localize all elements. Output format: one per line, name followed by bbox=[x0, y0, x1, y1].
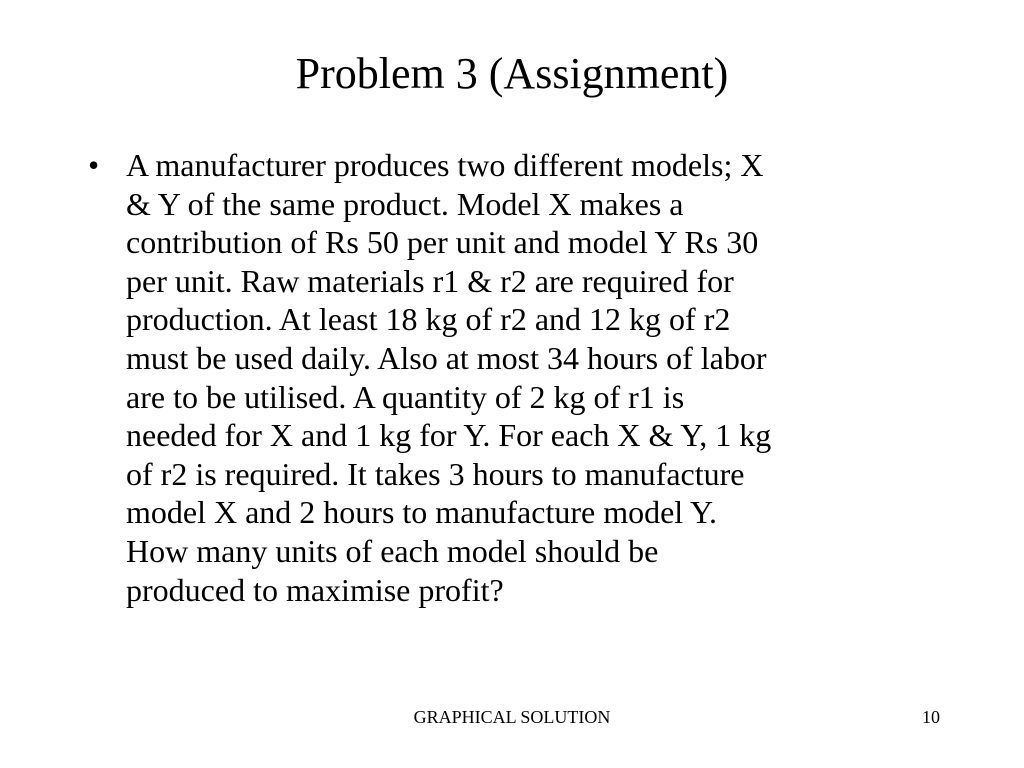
slide-title: Problem 3 (Assignment) bbox=[295, 49, 729, 98]
bullet-text-line: production. At least 18 kg of r2 and 12 kg of r2 bbox=[126, 301, 731, 338]
bullet-text-line: How many units of each model should be bbox=[126, 532, 659, 569]
bullet-dot-icon: • bbox=[88, 147, 100, 183]
bullet-text-line: must be used daily. Also at most 34 hours of labor bbox=[126, 339, 767, 376]
bullet-text-line: needed for X and 1 kg for Y. For each X & Y, 1 kg bbox=[126, 417, 772, 454]
bullet-text-line: are to be utilised. A quantity of 2 kg of r1 is bbox=[126, 378, 685, 415]
bullet-text-line: produced to maximise profit? bbox=[126, 571, 504, 608]
bullet-item bbox=[88, 146, 948, 609]
bullet-list bbox=[88, 146, 948, 609]
bullet-text-line: of r2 is required. It takes 3 hours to manufacture bbox=[126, 455, 745, 492]
bullet-text-line: model X and 2 hours to manufacture model Y. bbox=[126, 494, 717, 531]
footer-text: GRAPHICAL SOLUTION bbox=[413, 707, 611, 727]
bullet-text-line: A manufacturer produces two different models; X bbox=[126, 147, 764, 183]
bullet-text-line: & Y of the same product. Model X makes a bbox=[126, 185, 684, 222]
page-number: 10 bbox=[922, 707, 940, 727]
bullet-text-line: contribution of Rs 50 per unit and model Y Rs 30 bbox=[126, 224, 759, 261]
bullet-text-line: per unit. Raw materials r1 & r2 are required for bbox=[126, 262, 734, 299]
